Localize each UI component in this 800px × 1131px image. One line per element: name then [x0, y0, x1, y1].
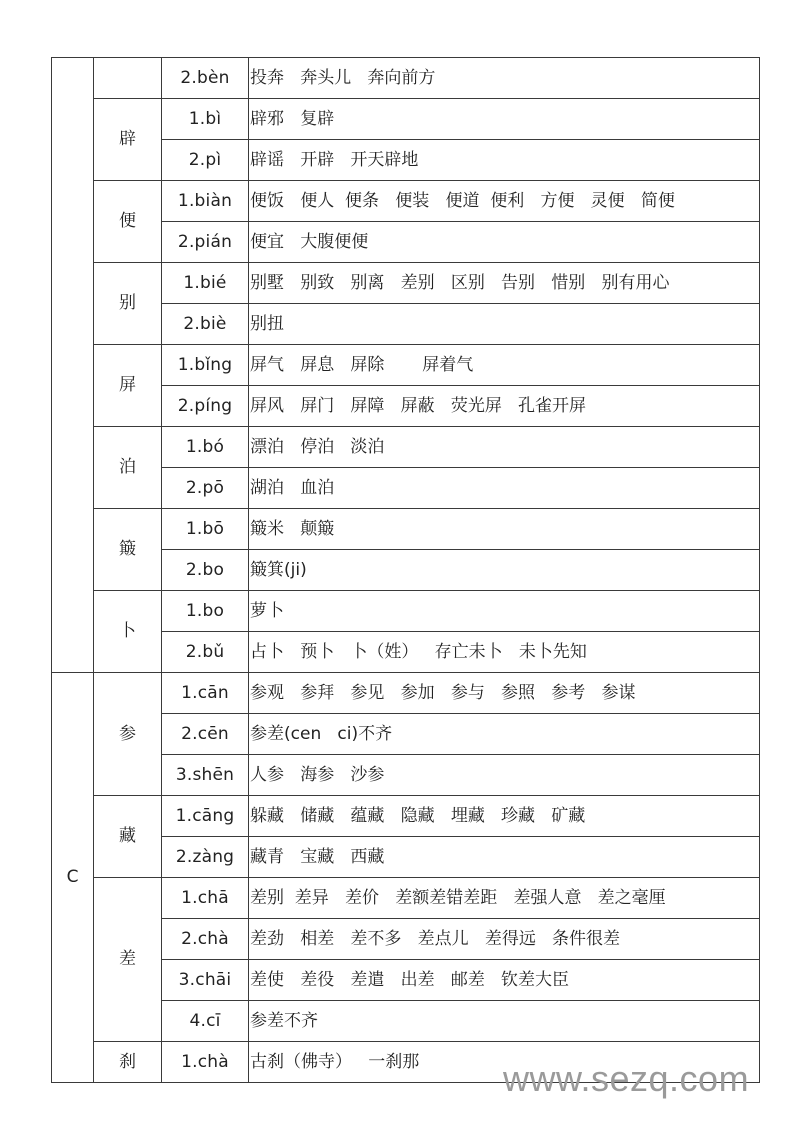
words-cell: 躲藏 储藏 蕴藏 隐藏 埋藏 珍藏 矿藏: [249, 796, 760, 837]
char-cell: 簸: [94, 509, 162, 591]
pinyin-cell: 1.bì: [162, 99, 249, 140]
words-cell: 参观 参拜 参见 参加 参与 参照 参考 参谋: [249, 673, 760, 714]
table-row: [52, 673, 760, 714]
words-cell: 屏气 屏息 屏除 屏着气: [249, 345, 760, 386]
char-cell: 屏: [94, 345, 162, 427]
pinyin-cell: 2.pì: [162, 140, 249, 181]
pinyin-cell: 2.zàng: [162, 837, 249, 878]
table-row: [52, 427, 760, 468]
words-cell: 参差(cen ci)不齐: [249, 714, 760, 755]
table-row: [52, 99, 760, 140]
watermark: www.sezq.com: [503, 1058, 750, 1099]
pinyin-cell: 2.cēn: [162, 714, 249, 755]
words-cell: 簸米 颠簸: [249, 509, 760, 550]
pinyin-cell: 2.bo: [162, 550, 249, 591]
polyphonic-characters-table: [51, 57, 760, 1083]
words-cell: 便饭 便人 便条 便装 便道 便利 方便 灵便 简便: [249, 181, 760, 222]
pinyin-cell: 1.cāng: [162, 796, 249, 837]
pinyin-cell: 1.bo: [162, 591, 249, 632]
words-cell: 别墅 别致 别离 差别 区别 告别 惜别 别有用心: [249, 263, 760, 304]
table-row: [52, 263, 760, 304]
words-cell: 簸箕(ji): [249, 550, 760, 591]
pinyin-cell: 1.bié: [162, 263, 249, 304]
char-cell: 辟: [94, 99, 162, 181]
pinyin-cell: 1.bó: [162, 427, 249, 468]
letter-cell: [52, 58, 94, 673]
words-cell: 湖泊 血泊: [249, 468, 760, 509]
pinyin-cell: 2.bǔ: [162, 632, 249, 673]
pinyin-cell: 2.píng: [162, 386, 249, 427]
words-cell: 辟谣 开辟 开天辟地: [249, 140, 760, 181]
words-cell: 投奔 奔头儿 奔向前方: [249, 58, 760, 99]
pinyin-cell: 1.cān: [162, 673, 249, 714]
char-cell: 刹: [94, 1042, 162, 1083]
table-row: [52, 181, 760, 222]
char-cell: 别: [94, 263, 162, 345]
char-cell: 藏: [94, 796, 162, 878]
words-cell: 藏青 宝藏 西藏: [249, 837, 760, 878]
table-row: [52, 796, 760, 837]
pinyin-cell: 1.chà: [162, 1042, 249, 1083]
words-cell: 别扭: [249, 304, 760, 345]
words-cell: 屏风 屏门 屏障 屏蔽 荧光屏 孔雀开屏: [249, 386, 760, 427]
char-cell: 便: [94, 181, 162, 263]
words-cell: 便宜 大腹便便: [249, 222, 760, 263]
pinyin-cell: 3.shēn: [162, 755, 249, 796]
char-cell: 泊: [94, 427, 162, 509]
words-cell: 辟邪 复辟: [249, 99, 760, 140]
words-cell: 差别 差异 差价 差额差错差距 差强人意 差之毫厘: [249, 878, 760, 919]
pinyin-cell: 2.pō: [162, 468, 249, 509]
words-cell: 差使 差役 差遣 出差 邮差 钦差大臣: [249, 960, 760, 1001]
table-row: [52, 591, 760, 632]
pinyin-cell: 3.chāi: [162, 960, 249, 1001]
words-cell: 漂泊 停泊 淡泊: [249, 427, 760, 468]
pinyin-cell: 2.bèn: [162, 58, 249, 99]
table-row: [52, 345, 760, 386]
letter-cell: C: [52, 673, 94, 1083]
char-cell: 卜: [94, 591, 162, 673]
pinyin-cell: 1.bō: [162, 509, 249, 550]
pinyin-cell: 2.biè: [162, 304, 249, 345]
char-cell: 参: [94, 673, 162, 796]
table-row: [52, 878, 760, 919]
pinyin-cell: 1.bǐng: [162, 345, 249, 386]
pinyin-cell: 4.cī: [162, 1001, 249, 1042]
words-cell: 萝卜: [249, 591, 760, 632]
char-cell: [94, 58, 162, 99]
words-cell: 古刹（佛寺） 一刹那: [249, 1042, 760, 1083]
words-cell: 参差不齐: [249, 1001, 760, 1042]
words-cell: 人参 海参 沙参: [249, 755, 760, 796]
char-cell: 差: [94, 878, 162, 1042]
words-cell: 差劲 相差 差不多 差点儿 差得远 条件很差: [249, 919, 760, 960]
pinyin-cell: 1.chā: [162, 878, 249, 919]
table-row: [52, 1042, 760, 1083]
words-cell: 占卜 预卜 卜（姓） 存亡未卜 未卜先知: [249, 632, 760, 673]
table-row: [52, 58, 760, 99]
pinyin-cell: 1.biàn: [162, 181, 249, 222]
pinyin-cell: 2.chà: [162, 919, 249, 960]
pinyin-cell: 2.pián: [162, 222, 249, 263]
table-row: [52, 509, 760, 550]
